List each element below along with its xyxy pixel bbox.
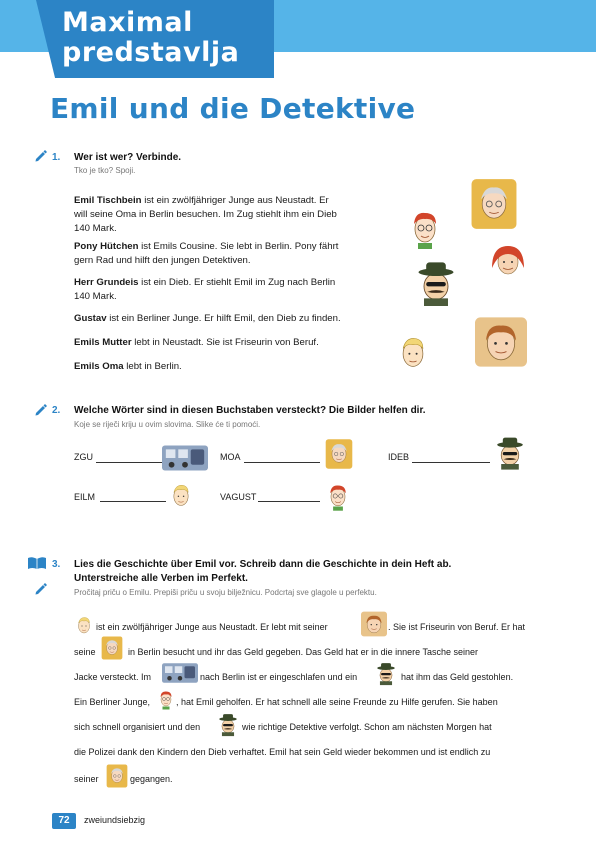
- scrambled-word: VAGUST: [220, 492, 257, 502]
- thief-picture: [375, 660, 397, 686]
- scrambled-word: EILM: [74, 492, 96, 502]
- pony-picture: [484, 240, 532, 284]
- page-number-word: zweiundsiebzig: [84, 815, 146, 825]
- paragraph-text: lebt in Berlin.: [123, 361, 182, 372]
- story-text: gegangen.: [130, 774, 173, 784]
- gustav-picture: [156, 686, 176, 712]
- story-text: die Polizei dank den Kindern den Dieb verhaftet. Emil hat sein Geld wieder bekommen und ist endlich zu: [74, 747, 491, 757]
- gustav-picture: [405, 205, 445, 251]
- exercise-2-title: Welche Wörter sind in diesen Buchstaben versteckt? Die Bilder helfen dir.: [74, 405, 426, 416]
- story-text: hat ihm das Geld gestohlen.: [401, 672, 514, 682]
- scrambled-word: IDEB: [388, 452, 410, 462]
- scrambled-word: MOA: [220, 452, 241, 462]
- exercise-3-number: 3.: [52, 559, 61, 570]
- banner-line-1: Maximal: [62, 7, 193, 38]
- banner-line-2: predstavlja: [62, 37, 240, 68]
- character-paragraph: [74, 240, 374, 268]
- pencil-icon: [34, 581, 48, 595]
- scrambled-word: ZGU: [74, 452, 93, 462]
- story-text: Ein Berliner Junge,: [74, 697, 151, 707]
- character-name: Emils Oma: [74, 361, 124, 372]
- story-text: in Berlin besucht und ihr das Geld gegeben. Das Geld hat er in die innere Tasche seiner: [128, 647, 479, 657]
- answer-line[interactable]: [244, 462, 320, 463]
- paragraph-text: ist ein zwölfjähriger Junge aus Neustadt. Er: [141, 195, 329, 206]
- paragraph-text: 140 Mark.: [74, 223, 117, 234]
- oma-picture: [106, 764, 128, 788]
- exercise-2-subtitle: Koje se riječi kriju u ovim slovima. Slike će ti pomoći.: [74, 420, 261, 429]
- paragraph-text: will seine Oma in Berlin besuchen. Im Zug stiehlt ihm ein Dieb: [74, 209, 337, 220]
- character-name: Pony Hütchen: [74, 241, 139, 252]
- character-paragraph: [74, 336, 374, 350]
- paragraph-text: ist ein Dieb. Er stiehlt Emil im Zug nach Berlin: [138, 277, 336, 288]
- emil-picture: [168, 478, 194, 512]
- thief-picture: [414, 258, 458, 306]
- character-name: Gustav: [74, 313, 107, 324]
- emil-picture: [74, 613, 94, 637]
- story-text: sich schnell organisiert und den: [74, 722, 201, 732]
- paragraph-text: gern Rad und hilft den jungen Detektiven.: [74, 255, 251, 266]
- story-text: , hat Emil geholfen. Er hat schnell alle seine Freunde zu Hilfe gerufen. Sie haben: [176, 697, 498, 707]
- train-picture: [162, 663, 198, 683]
- story-text: seine: [74, 647, 96, 657]
- paragraph-text: ist Emils Cousine. Sie lebt in Berlin. Pony fährt: [138, 241, 339, 252]
- thief-picture: [217, 711, 239, 737]
- book-icon: [27, 556, 47, 570]
- exercise-1-title: Wer ist wer? Verbinde.: [74, 152, 182, 163]
- pencil-icon: [34, 402, 48, 416]
- oma-picture: [325, 438, 353, 470]
- character-paragraph: [74, 360, 374, 374]
- answer-line[interactable]: [96, 462, 162, 463]
- character-name: Emils Mutter: [74, 337, 132, 348]
- emil-picture: [395, 330, 431, 374]
- exercise-3-title-line-1: Lies die Geschichte über Emil vor. Schreib dann die Geschichte in dein Heft ab.: [74, 559, 452, 570]
- thief-picture: [494, 434, 526, 470]
- gustav-picture: [324, 478, 352, 514]
- page-number: 72: [52, 813, 76, 829]
- character-name: Herr Grundeis: [74, 277, 139, 288]
- story-text: nach Berlin ist er eingeschlafen und ein: [200, 672, 358, 682]
- character-paragraph: [74, 194, 374, 236]
- exercise-3-title-line-2: Unterstreiche alle Verben im Perfekt.: [74, 573, 248, 584]
- train-picture: [162, 445, 208, 471]
- paragraph-text: ist ein Berliner Junge. Er hilft Emil, den Dieb zu finden.: [106, 313, 341, 324]
- story-text: Jacke versteckt. Im: [74, 672, 152, 682]
- oma-picture: [466, 178, 522, 230]
- exercise-1-number: 1.: [52, 152, 61, 163]
- answer-line[interactable]: [412, 462, 490, 463]
- character-paragraph: [74, 276, 374, 304]
- story-text: ist ein zwölfjähriger Junge aus Neustadt. Er lebt mit seiner: [96, 622, 328, 632]
- paragraph-text: lebt in Neustadt. Sie ist Friseurin von Beruf.: [131, 337, 319, 348]
- paragraph-text: 140 Mark.: [74, 291, 117, 302]
- story-text: wie richtige Detektive verfolgt. Schon am nächsten Morgen hat: [242, 722, 492, 732]
- pencil-icon: [34, 148, 48, 162]
- story-text: seiner: [74, 774, 99, 784]
- exercise-3-subtitle: Pročitaj priču o Emilu. Prepiši priču u svoju bilježnicu. Podcrtaj sve glagole u perfektu.: [74, 588, 377, 597]
- exercise-2-number: 2.: [52, 405, 61, 416]
- mother-picture: [360, 611, 388, 637]
- answer-line[interactable]: [100, 501, 166, 502]
- story-text: . Sie ist Friseurin von Beruf. Er hat: [388, 622, 526, 632]
- oma-picture: [101, 636, 123, 660]
- answer-line[interactable]: [258, 501, 320, 502]
- character-paragraph: [74, 312, 374, 326]
- mother-picture: [472, 316, 530, 368]
- banner-title: [62, 8, 239, 68]
- page-title: Emil und die Detektive: [50, 92, 416, 125]
- character-name: Emil Tischbein: [74, 195, 142, 206]
- exercise-1-subtitle: Tko je tko? Spoji.: [74, 166, 136, 175]
